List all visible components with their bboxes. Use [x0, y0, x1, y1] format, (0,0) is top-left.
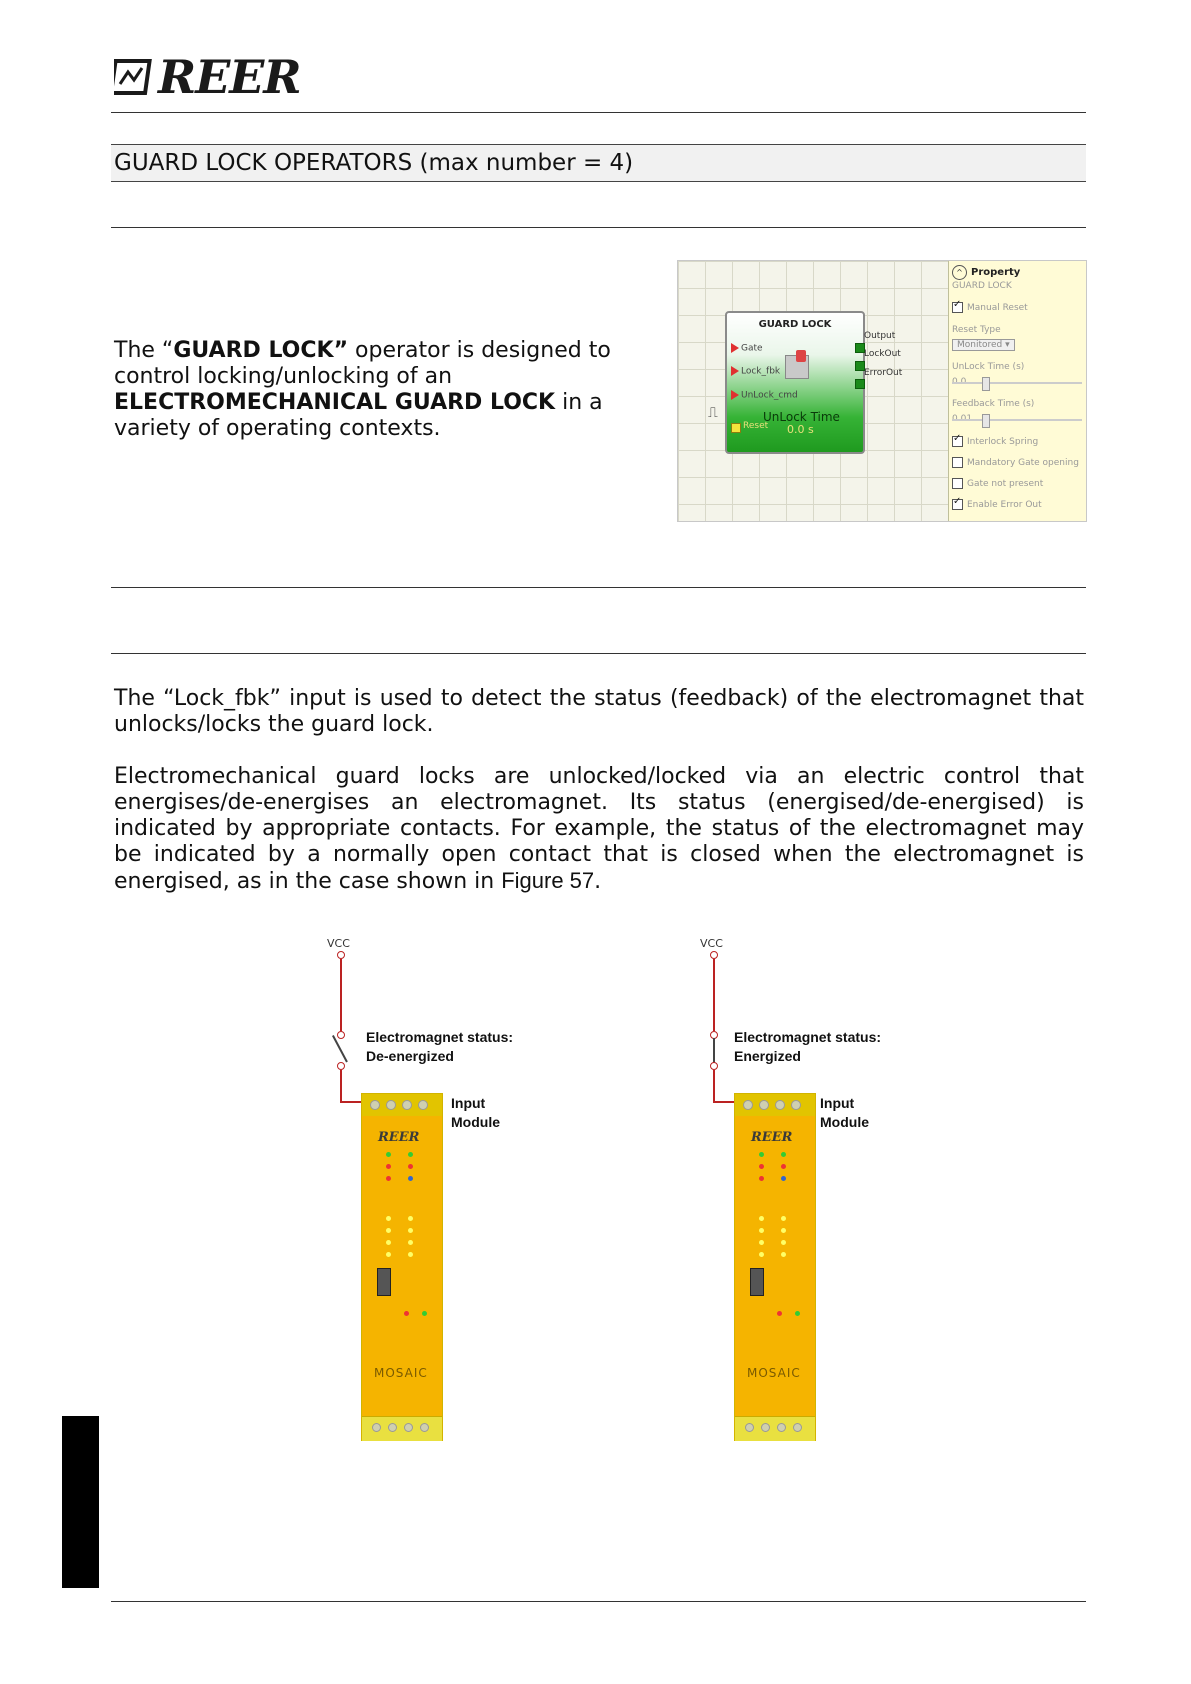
chapter-tab-marker: [62, 1416, 99, 1588]
logo-text: REER: [158, 50, 301, 104]
input-module-label: Input Module: [451, 1095, 500, 1130]
guard-lock-screenshot: [677, 260, 1087, 522]
design-canvas: [678, 261, 948, 522]
mandatory-gate-row[interactable]: Mandatory Gate opening: [952, 457, 1079, 468]
property-panel: [948, 261, 1087, 522]
module-name: MOSAIC: [374, 1366, 428, 1380]
gate-not-present-checkbox[interactable]: [952, 478, 963, 489]
bold-term: ELECTROMECHANICAL GUARD LOCK: [114, 390, 556, 415]
module-logo: REER: [751, 1130, 793, 1145]
module-logo: REER: [378, 1130, 420, 1145]
interlock-spring-checkbox[interactable]: [952, 436, 963, 447]
reset-type-label: Reset Type: [952, 325, 1001, 335]
slider-thumb[interactable]: [982, 414, 990, 428]
unlock-time-slider[interactable]: [952, 378, 1082, 386]
wire: [340, 1070, 342, 1102]
intro-text: operator is designed to control locking/unlocking of an: [114, 338, 611, 389]
input-module-label: Input Module: [820, 1095, 869, 1130]
mandatory-gate-checkbox[interactable]: [952, 457, 963, 468]
input-lock-fbk[interactable]: Lock_fbk: [731, 366, 780, 377]
intro-paragraph: [114, 338, 614, 442]
terminal-ring: [710, 951, 718, 959]
gate-not-present-row[interactable]: Gate not present: [952, 478, 1043, 489]
unlock-time-label: UnLock Time (s): [952, 362, 1025, 372]
terminal-ring: [337, 951, 345, 959]
property-subtitle: GUARD LOCK: [952, 281, 1012, 291]
divider: [111, 653, 1086, 654]
vcc-label: VCC: [327, 937, 350, 950]
status-label: Electromagnet status: De-energized: [366, 1029, 514, 1064]
manual-reset-row[interactable]: ✓Manual Reset: [952, 302, 1028, 313]
errorout-label: ErrorOut: [864, 368, 903, 378]
module-name: MOSAIC: [747, 1366, 801, 1380]
reer-logo-icon: [114, 58, 154, 96]
lock-fbk-paragraph: The “Lock_fbk” input is used to detect the status (feedback) of the electromagnet that unlocks/locks the guard lock.: [114, 686, 1084, 737]
section-title: GUARD LOCK OPERATORS (max number = 4): [114, 150, 634, 176]
reset-pin[interactable]: [731, 423, 741, 433]
divider: [111, 587, 1086, 588]
interlock-spring-row[interactable]: ✓Interlock Spring: [952, 436, 1038, 447]
enable-error-out-row[interactable]: ✓Enable Error Out: [952, 499, 1042, 510]
operator-name: GUARD LOCK”: [173, 338, 349, 363]
intro-text: The “: [114, 338, 174, 363]
usb-port: [750, 1268, 764, 1296]
guard-lock-block[interactable]: [725, 311, 865, 454]
manual-reset-checkbox[interactable]: [952, 302, 963, 313]
status-label: Electromagnet status: Energized: [734, 1029, 882, 1064]
vcc-label: VCC: [700, 937, 723, 950]
input-module: [361, 1093, 443, 1441]
paragraph-text: .: [594, 869, 602, 894]
header-divider: [111, 112, 1086, 113]
section-title-bar: [111, 144, 1086, 182]
errorout-pin[interactable]: [855, 379, 865, 389]
slider-thumb[interactable]: [982, 377, 990, 391]
company-logo: [114, 50, 301, 104]
unlock-time-label: UnLock Time: [763, 410, 840, 424]
intro-text: in a variety of operating contexts.: [114, 390, 603, 441]
terminal-ring: [337, 1031, 345, 1039]
figure-reference[interactable]: Figure 57: [501, 868, 595, 893]
footer-divider: [111, 1601, 1086, 1602]
feedback-time-slider[interactable]: [952, 415, 1082, 423]
collapse-icon[interactable]: ^: [952, 265, 967, 280]
input-gate[interactable]: Gate: [731, 343, 763, 354]
paragraph-text: Electromechanical guard locks are unlocked/locked via an electric control that energises/de-energises an electromagnet. Its status (energised/de-energised) is indicated by appropriate contacts. For example, the status of the electromagnet may be indicated by a normally open contact that is closed when the electromagnet is energised, as in the case shown in: [114, 764, 1084, 894]
divider: [111, 227, 1086, 228]
signal-icon: ⎍: [708, 405, 718, 421]
output-label: Output: [864, 331, 896, 341]
open-switch: [332, 1035, 348, 1062]
block-title: GUARD LOCK: [758, 319, 832, 330]
terminal-ring: [337, 1062, 345, 1070]
input-module: [734, 1093, 816, 1441]
enable-error-out-checkbox[interactable]: [952, 499, 963, 510]
closed-switch: [713, 1038, 715, 1064]
guard-lock-icon: [785, 355, 809, 379]
reset-type-select[interactable]: Monitored ▾: [952, 339, 1015, 351]
reset-label: Reset: [743, 421, 769, 431]
wire: [340, 959, 342, 1031]
lockout-label: LockOut: [864, 349, 901, 359]
wire: [713, 959, 715, 1031]
unlock-time-value: 0.0 s: [787, 423, 814, 436]
electromechanical-paragraph: [114, 764, 1084, 895]
wire: [713, 1070, 715, 1102]
input-unlock-cmd[interactable]: UnLock_cmd: [731, 390, 798, 401]
feedback-time-label: Feedback Time (s): [952, 399, 1035, 409]
terminal-ring: [710, 1062, 718, 1070]
property-header[interactable]: ^ Property: [952, 265, 1020, 280]
usb-port: [377, 1268, 391, 1296]
